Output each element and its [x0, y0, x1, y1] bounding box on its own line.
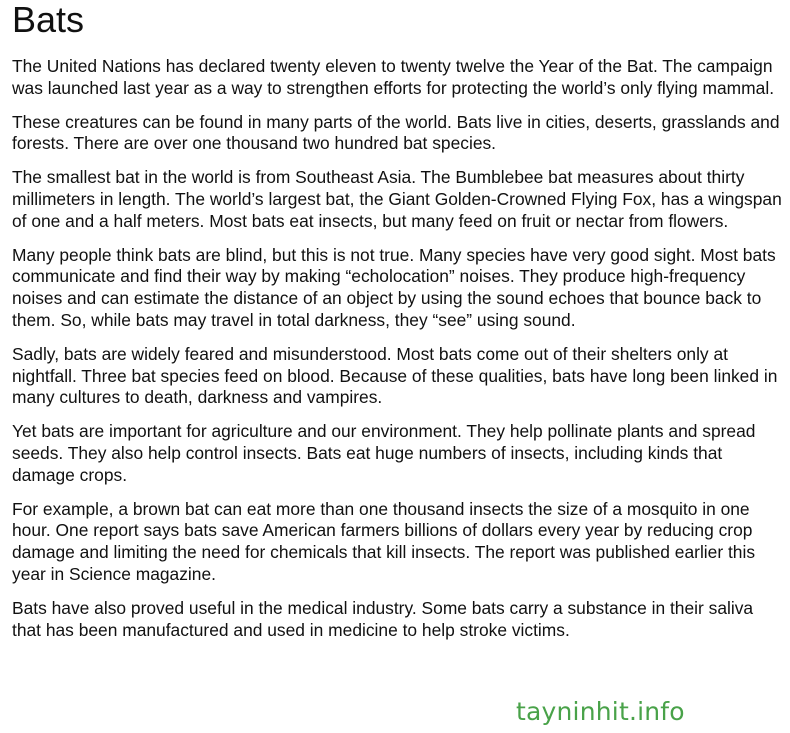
watermark: tayninhit.info [516, 697, 685, 726]
paragraph-habitats: These creatures can be found in many parts of the world. Bats live in cities, deserts, grasslands and forests. There are over one thousand two hundred bat species. [12, 111, 780, 154]
paragraph-year-of-the-bat: The United Nations has declared twenty eleven to twenty twelve the Year of the Bat. The campaign was launched last year as a way to strengthen efforts for protecting the world’s only flying mammal. [12, 56, 775, 98]
paragraph-echolocation: Many people think bats are blind, but this is not true. Many species have very good sight. Most bats communicate and find their way by making “echolocation” noises. They produce high-frequency noises and can estimate the distance of an object by using the sound echoes that bounce back to them. So, while bats may travel in total darkness, they “see” using sound. [12, 244, 776, 330]
paragraph-sizes: The smallest bat in the world is from Southeast Asia. The Bumblebee bat measures about thirty millimeters in length. The world’s largest bat, the Giant Golden-Crowned Flying Fox, has a wingspan of one and a half meters. Most bats eat insects, but many feed on fruit or nectar from flowers. [12, 167, 782, 231]
paragraph-example: For example, a brown bat can eat more than one thousand insects the size of a mosquito in one hour. One report says bats save American farmers billions of dollars every year by reducing crop damage and limiting the need for chemicals that kill insects. The report was published earlier this year in Science magazine. [12, 498, 756, 584]
paragraph-importance: Yet bats are important for agriculture and our environment. They help pollinate plants and spread seeds. They also help control insects. Bats eat huge numbers of insects, including kinds that damage crops. [12, 421, 756, 485]
article-title: Bats [12, 0, 85, 40]
article [12, 0, 784, 653]
paragraph-misunderstood: Sadly, bats are widely feared and misunderstood. Most bats come out of their shelters only at nightfall. Three bat species feed on blood. Because of these qualities, bats have long been linked in many cultures to death, darkness and vampires. [12, 343, 778, 408]
paragraph-medical: Bats have also proved useful in the medical industry. Some bats carry a substance in their saliva that has been manufactured and used in medicine to help stroke victims. [12, 597, 754, 640]
